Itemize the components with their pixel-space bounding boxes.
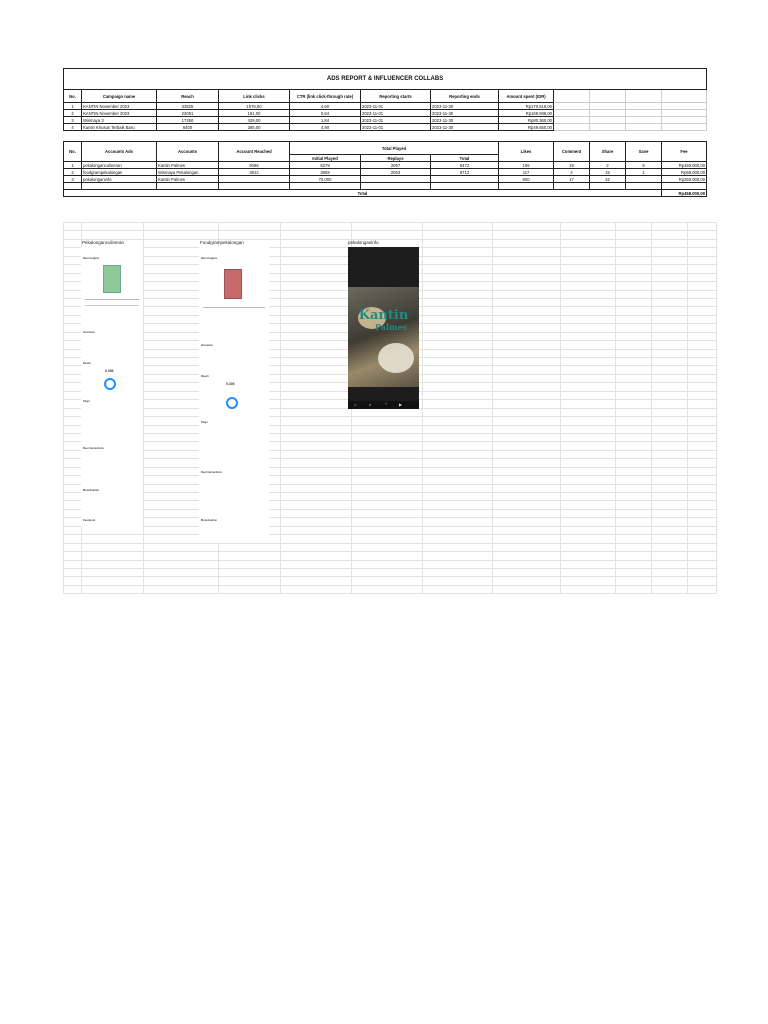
cell-no: 1	[64, 162, 82, 169]
monetisation-heading: Monetisation	[201, 519, 217, 522]
cell-save: 1	[626, 169, 662, 176]
cell-spent: Rp49.650,00	[499, 124, 554, 131]
table-row	[64, 169, 707, 176]
reach-heading: Reach	[83, 362, 91, 365]
screenshot-label: Pekalonganculineran	[82, 240, 125, 245]
brand-logo-subtext: Palmes	[374, 322, 408, 332]
reels-icon: ▶	[399, 402, 403, 407]
reel-interactions-heading: Reel interactions	[201, 471, 222, 474]
ads-header: Amount spent (IDR)	[499, 90, 554, 103]
ads-header: Reporting starts	[361, 90, 431, 103]
cell-reached	[219, 176, 290, 183]
cell-start: 2023-11-01	[361, 117, 431, 124]
table-row	[64, 124, 707, 131]
infl-header: No.	[64, 142, 82, 162]
ads-header: Reach	[157, 90, 219, 103]
cell-clicks: 285,00	[219, 124, 290, 131]
cell-initial: 3659	[290, 169, 361, 176]
plays-heading: Plays	[201, 421, 208, 424]
cell-end: 2023-11-30	[431, 117, 499, 124]
cell-ctr: 4,90	[290, 124, 361, 131]
cell-ctr: 0,64	[290, 110, 361, 117]
cell-clicks: 429,00	[219, 117, 290, 124]
cell-no: 1	[64, 103, 82, 110]
reach-heading: Reach	[201, 375, 209, 378]
monetisation-heading: Monetisation	[83, 489, 99, 492]
influencer-table	[63, 141, 707, 197]
infl-header: Save	[626, 142, 662, 162]
ads-table	[63, 68, 707, 139]
cell-fee: Rp150.000,00	[662, 162, 707, 169]
ads-header: Reporting ends	[431, 90, 499, 103]
cell-reached: 3812	[219, 169, 290, 176]
infl-header: Likes	[499, 142, 554, 162]
screenshot-label: Foodgrampekalongan	[200, 240, 244, 245]
cell-comment: 17	[554, 176, 590, 183]
infl-header: Comment	[554, 142, 590, 162]
reach-value: 6,086	[105, 369, 114, 373]
add-icon: ＋	[384, 401, 388, 406]
cell-no: 2	[64, 110, 82, 117]
infl-header: Fee	[662, 142, 707, 162]
reach-donut	[104, 378, 116, 390]
cell-comment: 4	[554, 169, 590, 176]
cell-total: 8472	[431, 162, 499, 169]
total-fee: Rp458.000,00	[662, 190, 707, 197]
infl-header: Total Played	[290, 142, 499, 155]
reach-value: 5,306	[226, 382, 235, 386]
infl-header: Account Reached	[219, 142, 290, 162]
cell-spent: Rp80.360,00	[499, 117, 554, 124]
cell-fee: Rp58.000,00	[662, 169, 707, 176]
ads-header: CTR (link click-through rate)	[290, 90, 361, 103]
cell-fee: Rp250.000,00	[662, 176, 707, 183]
cell-account: Kantin Palmes	[157, 162, 219, 169]
cell-account: Wismaya Pekalongan	[157, 169, 219, 176]
overview-heading: Overview	[83, 331, 95, 334]
infl-header: Share	[590, 142, 626, 162]
cell-total: 8712	[431, 169, 499, 176]
cell-no: 4	[64, 124, 82, 131]
cell-no: 3	[64, 117, 82, 124]
cell-end: 2023-11-30	[431, 124, 499, 131]
cell-save: 6	[626, 162, 662, 169]
overview-heading: Overview	[201, 344, 213, 347]
ads-header: Campaign name	[82, 90, 157, 103]
total-label: Total	[64, 190, 662, 197]
table-row	[64, 176, 707, 183]
cell-accounts-ads: pekalonganculineran	[82, 162, 157, 169]
brand-logo-text: Kantin	[358, 308, 409, 323]
cell-likes: 117	[499, 169, 554, 176]
cell-save	[626, 176, 662, 183]
cell-campaign: Kantin Khusus Terbaik Baru	[82, 124, 157, 131]
cell-spent: Rp170.616,00	[499, 103, 554, 110]
food-photo	[348, 287, 419, 387]
home-icon: ⌂	[354, 402, 357, 407]
cell-replays: 2053	[361, 169, 431, 176]
facebook-heading: Facebook	[83, 519, 96, 522]
cell-no: 3	[64, 176, 82, 183]
infl-header: Accounts Ads	[82, 142, 157, 162]
cell-end: 2023-11-30	[431, 110, 499, 117]
insights-screenshot-2	[199, 247, 269, 543]
cell-likes: 900	[499, 176, 554, 183]
cell-reached: 6086	[219, 162, 290, 169]
cell-clicks: 191,00	[219, 110, 290, 117]
cell-likes: 106	[499, 162, 554, 169]
cell-clicks: 1576,00	[219, 103, 290, 110]
cell-start: 2023-11-01	[361, 103, 431, 110]
cell-share: 42	[590, 176, 626, 183]
cell-start: 2023-11-01	[361, 110, 431, 117]
cell-replays	[361, 176, 431, 183]
infl-subheader: Total	[431, 155, 499, 162]
reach-donut	[226, 397, 238, 409]
cell-ctr: 1,84	[290, 117, 361, 124]
cell-comment: 19	[554, 162, 590, 169]
table-row	[64, 117, 707, 124]
insights-heading: Reel insights	[83, 257, 100, 260]
search-icon: ⌕	[369, 402, 372, 407]
cell-initial: 6279	[290, 162, 361, 169]
table-row	[64, 103, 707, 110]
reel-thumbnail	[224, 269, 242, 299]
infl-header: Accounts	[157, 142, 219, 162]
ads-header: Link clicks	[219, 90, 290, 103]
cell-account: Kantin Palmes	[157, 176, 219, 183]
insights-screenshot-1	[81, 247, 143, 527]
cell-initial: 70.000	[290, 176, 361, 183]
cell-campaign: Wismaya 3	[82, 117, 157, 124]
cell-reach: 33825	[157, 103, 219, 110]
cell-accounts-ads: foodgrampekalongan	[82, 169, 157, 176]
ads-report-sheet	[63, 68, 706, 197]
cell-share: 2	[590, 162, 626, 169]
cell-start: 2023-11-01	[361, 124, 431, 131]
cell-accounts-ads: pekalonganinfo	[82, 176, 157, 183]
infl-subheader: Replays	[361, 155, 431, 162]
insights-heading: Reel insights	[201, 257, 218, 260]
cell-share: 15	[590, 169, 626, 176]
cell-end: 2023-11-30	[431, 103, 499, 110]
cell-total	[431, 176, 499, 183]
cell-no: 2	[64, 169, 82, 176]
table-row	[64, 162, 707, 169]
infl-subheader: Initial Played	[290, 155, 361, 162]
cell-campaign: KANTIN November 2023	[82, 103, 157, 110]
report-title: ADS REPORT & INFLUENCER COLLABS	[64, 69, 707, 90]
screenshot-label: pekalonganinfo	[348, 240, 379, 245]
plays-heading: Plays	[83, 400, 90, 403]
table-row	[64, 110, 707, 117]
cell-replays: 2067	[361, 162, 431, 169]
cell-campaign: KANTIN November 2023	[82, 110, 157, 117]
cell-reach: 6400	[157, 124, 219, 131]
cell-ctr: 4,60	[290, 103, 361, 110]
cell-reach: 17260	[157, 117, 219, 124]
cell-spent: Rp169.936,00	[499, 110, 554, 117]
reel-thumbnail	[103, 265, 121, 293]
reel-phone-screenshot	[348, 247, 419, 409]
cell-reach: 22091	[157, 110, 219, 117]
reel-interactions-heading: Reel interactions	[83, 447, 104, 450]
ads-header: No.	[64, 90, 82, 103]
